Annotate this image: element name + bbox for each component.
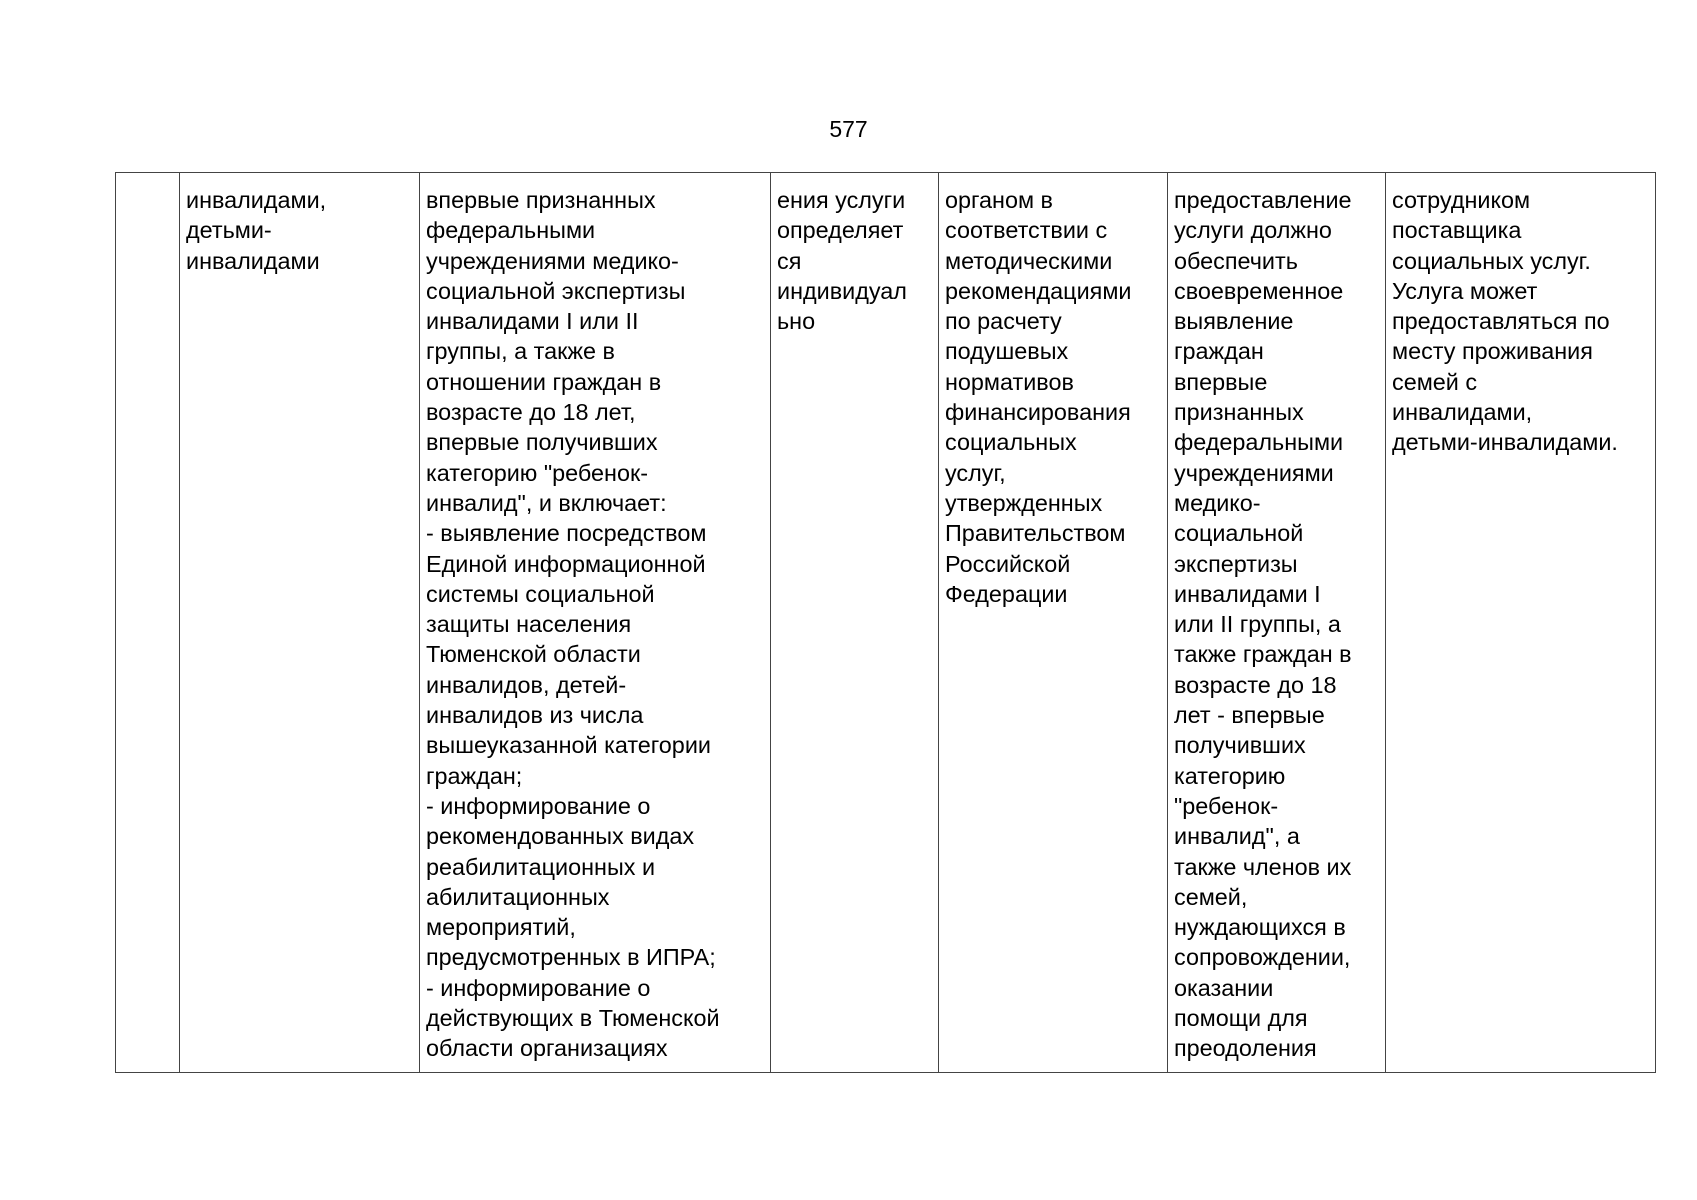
table-row bbox=[116, 173, 1656, 1073]
table-cell-term: ения услуги определяет ся индивидуал ьно bbox=[771, 173, 939, 1073]
table-cell-category: инвалидами, детьми- инвалидами bbox=[180, 173, 420, 1073]
document-table bbox=[115, 172, 1656, 1073]
table-cell-quality-indicators: предоставление услуги должно обеспечить своевременное выявление граждан впервые признанных федеральными учреждениями медико- социальной экспертизы инвалидами I или II группы, а также граждан в возрасте до 18 лет - впервые получивших категорию "ребенок- инвалид", а также членов их семей, нуждающихся в сопровождении, оказании помощи для преодоления bbox=[1168, 173, 1386, 1073]
table-cell-service-description: впервые признанных федеральными учреждениями медико- социальной экспертизы инвалидами I или II группы, а также в отношении граждан в возрасте до 18 лет, впервые получивших категорию "ребенок- инвалид", и включает: - выявление посредством Единой информационной системы социальной защиты населения Тюменской области инвалидов, детей- инвалидов из числа вышеуказанной категории граждан; - информирование о рекомендованных видах реабилитационных и абилитационных мероприятий, предусмотренных в ИПРА; - информирование о действующих в Тюменской области организациях bbox=[420, 173, 771, 1073]
page-number: 577 bbox=[829, 116, 868, 142]
table-cell-number bbox=[116, 173, 180, 1073]
table-cell-conditions: сотрудником поставщика социальных услуг. Услуга может предоставляться по месту проживания семей с инвалидами, детьми-инвалидами. bbox=[1386, 173, 1656, 1073]
table-cell-tariff: органом в соответствии с методическими рекомендациями по расчету подушевых нормативов финансирования социальных услуг, утвержденных Правительством Российской Федерации bbox=[939, 173, 1168, 1073]
